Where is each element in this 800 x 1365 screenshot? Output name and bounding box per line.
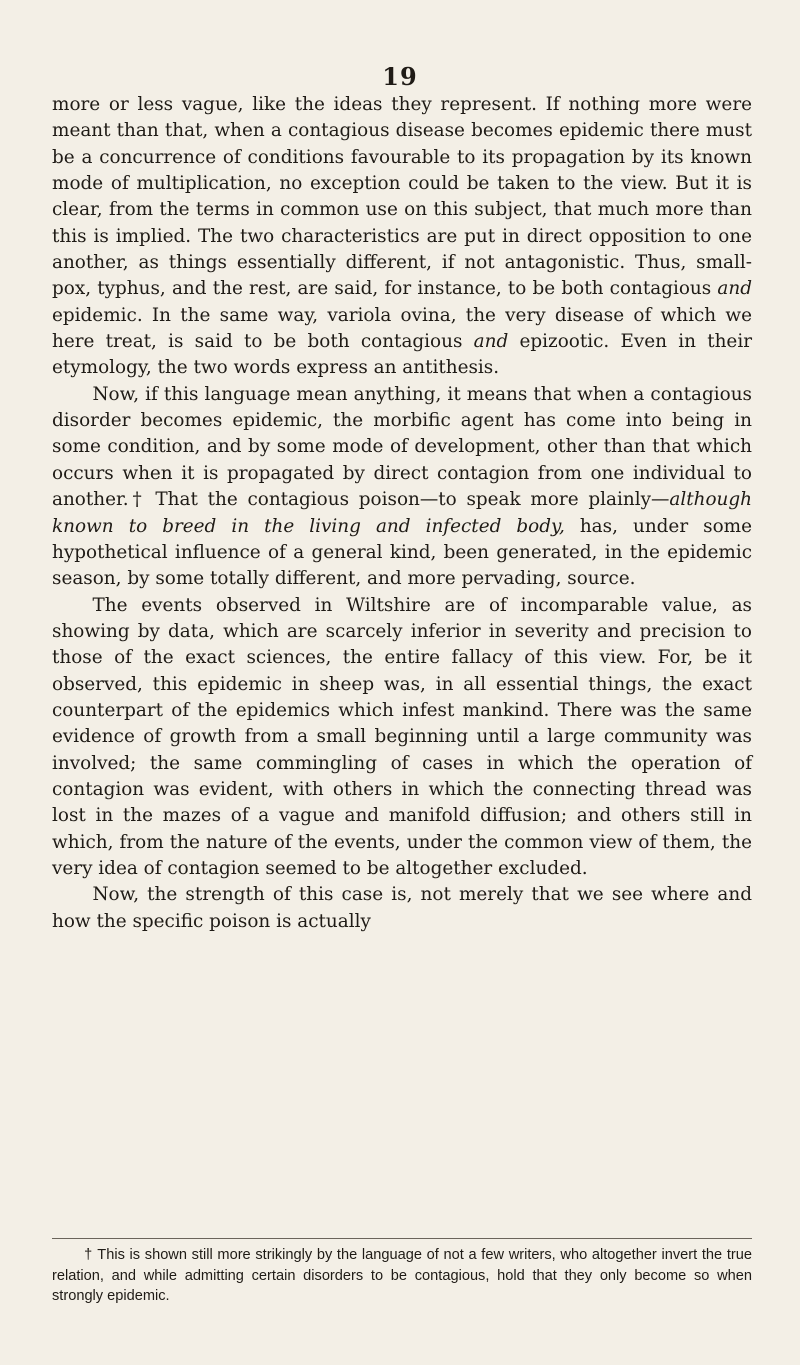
paragraph-2-text-2: has, under some hypothetical influence of a general kind, been generated, in the epidemic season, by some totally different, and more pervading, source. [52,515,752,590]
italic-and: and [717,278,752,300]
italic-and: and [473,331,509,353]
paragraph-3-text: The events observed in Wiltshire are of incomparable value, as showing by data, which are scarcely inferior in severity and precision to those of the exact sciences, the entire fallacy of this view. For, be it observed, this epidemic in sheep was, in all essential things, the exact counterpart of the epidemics which infest mankind. There was the same evidence of growth from a small beginning until a large community was involved; the same commingling of cases in which the operation of contagion was evident, with others in which the connecting thread was lost in the mazes of a vague and manifold diffusion; and others still in which, from the nature of the events, under the common view of them, the very idea of contagion seemed to be altogether excluded. [52,594,752,879]
paragraph-2-text: Now, if this language mean anything, it means that when a contagious disorder becomes epidemic, the morbific agent has come into being in some condition, and by some mode of development, other than that which occurs when it is propagated by direct contagion from one individual to another.† That the contagious poison—to speak more plainly— [52,383,752,511]
paragraph-4 [52,882,752,935]
paragraph-2 [52,382,752,593]
footnote: † This is shown still more strikingly by the language of not a few writers, who altogether invert the true relation, and while admitting certain disorders to be contagious, hold that they only become so when strongly epidemic. [52,1247,752,1304]
page-number: 19 [382,62,418,91]
paragraph-4-text: Now, the strength of this case is, not merely that we see where and how the specific poison is actually [52,884,752,932]
paragraph-1-text-2: epidemic. In the same way, variola ovina, the very disease of which we here treat, is said to be both contagious [52,304,752,353]
paragraph-1-text-3: epizootic. Even in their etymology, the two words express an antithesis. [52,331,752,379]
footnote-divider [52,1238,752,1239]
paragraph-3 [52,593,752,883]
italic-phrase: although known to breed in the living and infected body, [52,489,752,537]
paragraph-1 [52,92,752,382]
body-text [52,92,752,935]
paragraph-1-text: more or less vague, like the ideas they represent. If nothing more were meant than that, when a contagious disease becomes epidemic there must be a concurrence of conditions favourable to its propagation by its known mode of multiplication, no exception could be taken to the view. But it is clear, from the terms in common use on this subject, that much more than this is implied. The two characteristics are put in direct opposition to one another, as things essentially different, if not antagonistic. Thus, small-pox, typhus, and the rest, are said, for instance, to be both contagious [52,94,752,300]
